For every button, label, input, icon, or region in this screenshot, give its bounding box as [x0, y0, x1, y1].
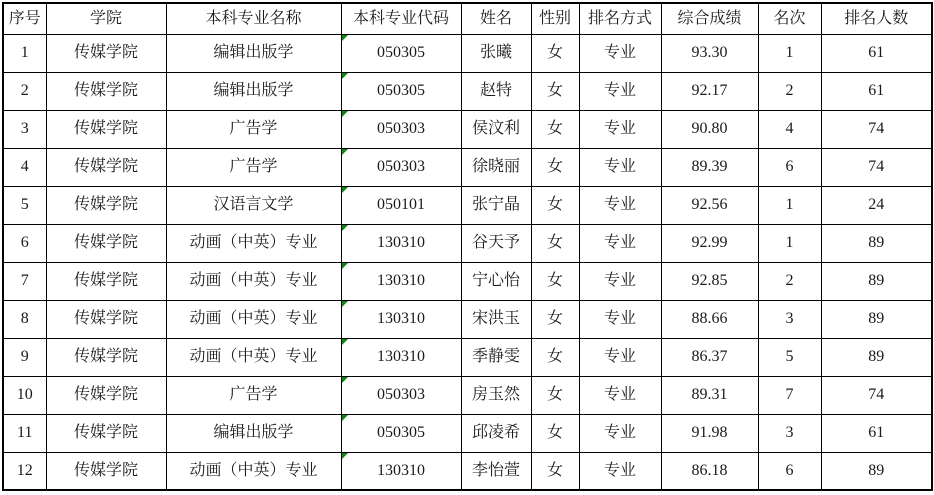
cell-gender: 女 — [531, 414, 579, 452]
cell-serial: 7 — [3, 262, 46, 300]
cell-college: 传媒学院 — [46, 338, 166, 376]
col-header-gender: 性别 — [531, 3, 579, 34]
cell-student-name: 张曦 — [461, 34, 531, 72]
cell-score: 92.17 — [661, 72, 758, 110]
cell-college: 传媒学院 — [46, 452, 166, 490]
cell-serial: 6 — [3, 224, 46, 262]
cell-major-name: 动画（中英）专业 — [166, 262, 341, 300]
cell-student-name: 宋洪玉 — [461, 300, 531, 338]
cell-gender: 女 — [531, 376, 579, 414]
ranking-table — [2, 2, 933, 491]
cell-score: 88.66 — [661, 300, 758, 338]
number-as-text-marker-icon — [342, 149, 348, 155]
cell-rank-method: 专业 — [579, 148, 661, 186]
cell-student-name: 宁心怡 — [461, 262, 531, 300]
cell-major-code: 050303 — [341, 110, 461, 148]
cell-rank-total: 89 — [821, 452, 932, 490]
cell-score: 86.18 — [661, 452, 758, 490]
col-header-rank-method: 排名方式 — [579, 3, 661, 34]
cell-major-name: 编辑出版学 — [166, 414, 341, 452]
cell-score: 86.37 — [661, 338, 758, 376]
cell-student-name: 季静雯 — [461, 338, 531, 376]
cell-rank-total: 61 — [821, 72, 932, 110]
cell-score: 89.31 — [661, 376, 758, 414]
cell-rank-total: 61 — [821, 414, 932, 452]
cell-gender: 女 — [531, 452, 579, 490]
number-as-text-marker-icon — [342, 187, 348, 193]
cell-major-code: 130310 — [341, 224, 461, 262]
cell-rank-method: 专业 — [579, 186, 661, 224]
cell-rank-method: 专业 — [579, 224, 661, 262]
table-row — [3, 262, 932, 300]
cell-major-name: 广告学 — [166, 148, 341, 186]
cell-serial: 1 — [3, 34, 46, 72]
cell-rank-total: 24 — [821, 186, 932, 224]
cell-serial: 4 — [3, 148, 46, 186]
cell-score: 92.85 — [661, 262, 758, 300]
cell-serial: 5 — [3, 186, 46, 224]
number-as-text-marker-icon — [342, 453, 348, 459]
cell-major-code: 050305 — [341, 72, 461, 110]
number-as-text-marker-icon — [342, 301, 348, 307]
cell-rank: 3 — [758, 300, 821, 338]
cell-rank-method: 专业 — [579, 262, 661, 300]
cell-rank-method: 专业 — [579, 452, 661, 490]
cell-score: 92.56 — [661, 186, 758, 224]
cell-score: 93.30 — [661, 34, 758, 72]
cell-serial: 10 — [3, 376, 46, 414]
cell-gender: 女 — [531, 338, 579, 376]
cell-student-name: 谷天予 — [461, 224, 531, 262]
cell-college: 传媒学院 — [46, 262, 166, 300]
col-header-major-code: 本科专业代码 — [341, 3, 461, 34]
cell-major-name: 汉语言文学 — [166, 186, 341, 224]
number-as-text-marker-icon — [342, 263, 348, 269]
cell-major-code: 050101 — [341, 186, 461, 224]
col-header-college: 学院 — [46, 3, 166, 34]
cell-major-name: 广告学 — [166, 110, 341, 148]
cell-gender: 女 — [531, 148, 579, 186]
cell-major-code: 050305 — [341, 414, 461, 452]
cell-student-name: 赵特 — [461, 72, 531, 110]
cell-score: 89.39 — [661, 148, 758, 186]
cell-gender: 女 — [531, 186, 579, 224]
cell-major-code: 050303 — [341, 376, 461, 414]
cell-college: 传媒学院 — [46, 414, 166, 452]
cell-major-name: 动画（中英）专业 — [166, 300, 341, 338]
header-row — [3, 3, 932, 34]
cell-rank: 6 — [758, 148, 821, 186]
cell-college: 传媒学院 — [46, 376, 166, 414]
cell-rank: 2 — [758, 262, 821, 300]
table-row — [3, 452, 932, 490]
cell-serial: 12 — [3, 452, 46, 490]
cell-rank-total: 89 — [821, 338, 932, 376]
table-row — [3, 376, 932, 414]
col-header-rank: 名次 — [758, 3, 821, 34]
cell-student-name: 张宁晶 — [461, 186, 531, 224]
cell-major-name: 动画（中英）专业 — [166, 452, 341, 490]
cell-rank-method: 专业 — [579, 110, 661, 148]
cell-serial: 9 — [3, 338, 46, 376]
cell-rank: 1 — [758, 186, 821, 224]
number-as-text-marker-icon — [342, 225, 348, 231]
cell-gender: 女 — [531, 300, 579, 338]
cell-gender: 女 — [531, 110, 579, 148]
col-header-name: 姓名 — [461, 3, 531, 34]
cell-major-code: 050305 — [341, 34, 461, 72]
cell-rank-total: 74 — [821, 148, 932, 186]
number-as-text-marker-icon — [342, 35, 348, 41]
cell-rank-method: 专业 — [579, 300, 661, 338]
col-header-rank-total: 排名人数 — [821, 3, 932, 34]
cell-college: 传媒学院 — [46, 224, 166, 262]
table-row — [3, 110, 932, 148]
cell-rank-total: 89 — [821, 224, 932, 262]
cell-student-name: 徐晓丽 — [461, 148, 531, 186]
cell-rank-method: 专业 — [579, 338, 661, 376]
cell-rank-total: 61 — [821, 34, 932, 72]
col-header-major-name: 本科专业名称 — [166, 3, 341, 34]
cell-rank-method: 专业 — [579, 414, 661, 452]
number-as-text-marker-icon — [342, 111, 348, 117]
cell-college: 传媒学院 — [46, 72, 166, 110]
table-row — [3, 224, 932, 262]
cell-rank-method: 专业 — [579, 376, 661, 414]
cell-major-name: 编辑出版学 — [166, 72, 341, 110]
cell-rank: 1 — [758, 224, 821, 262]
cell-college: 传媒学院 — [46, 186, 166, 224]
cell-rank: 1 — [758, 34, 821, 72]
cell-major-code: 130310 — [341, 338, 461, 376]
cell-college: 传媒学院 — [46, 34, 166, 72]
table-body — [3, 34, 932, 490]
cell-rank: 4 — [758, 110, 821, 148]
number-as-text-marker-icon — [342, 415, 348, 421]
cell-student-name: 邱凌希 — [461, 414, 531, 452]
cell-gender: 女 — [531, 262, 579, 300]
cell-student-name: 房玉然 — [461, 376, 531, 414]
cell-major-code: 050303 — [341, 148, 461, 186]
cell-college: 传媒学院 — [46, 110, 166, 148]
cell-rank: 7 — [758, 376, 821, 414]
table-row — [3, 186, 932, 224]
number-as-text-marker-icon — [342, 377, 348, 383]
table-row — [3, 72, 932, 110]
col-header-serial: 序号 — [3, 3, 46, 34]
table-row — [3, 414, 932, 452]
cell-college: 传媒学院 — [46, 148, 166, 186]
cell-major-name: 动画（中英）专业 — [166, 224, 341, 262]
cell-gender: 女 — [531, 72, 579, 110]
cell-rank: 5 — [758, 338, 821, 376]
table-row — [3, 300, 932, 338]
cell-score: 90.80 — [661, 110, 758, 148]
table-row — [3, 338, 932, 376]
cell-gender: 女 — [531, 34, 579, 72]
cell-rank-total: 74 — [821, 110, 932, 148]
cell-rank-total: 74 — [821, 376, 932, 414]
cell-rank: 6 — [758, 452, 821, 490]
cell-college: 传媒学院 — [46, 300, 166, 338]
cell-major-name: 动画（中英）专业 — [166, 338, 341, 376]
cell-rank-method: 专业 — [579, 72, 661, 110]
cell-serial: 3 — [3, 110, 46, 148]
cell-serial: 8 — [3, 300, 46, 338]
cell-rank: 3 — [758, 414, 821, 452]
cell-major-code: 130310 — [341, 262, 461, 300]
cell-major-name: 编辑出版学 — [166, 34, 341, 72]
cell-major-name: 广告学 — [166, 376, 341, 414]
cell-gender: 女 — [531, 224, 579, 262]
cell-rank-total: 89 — [821, 300, 932, 338]
cell-rank: 2 — [758, 72, 821, 110]
cell-student-name: 侯汶利 — [461, 110, 531, 148]
cell-score: 92.99 — [661, 224, 758, 262]
cell-rank-total: 89 — [821, 262, 932, 300]
number-as-text-marker-icon — [342, 339, 348, 345]
cell-rank-method: 专业 — [579, 34, 661, 72]
cell-score: 91.98 — [661, 414, 758, 452]
cell-student-name: 李怡萱 — [461, 452, 531, 490]
cell-major-code: 130310 — [341, 452, 461, 490]
number-as-text-marker-icon — [342, 73, 348, 79]
cell-serial: 2 — [3, 72, 46, 110]
col-header-score: 综合成绩 — [661, 3, 758, 34]
table-row — [3, 34, 932, 72]
cell-serial: 11 — [3, 414, 46, 452]
table-row — [3, 148, 932, 186]
cell-major-code: 130310 — [341, 300, 461, 338]
